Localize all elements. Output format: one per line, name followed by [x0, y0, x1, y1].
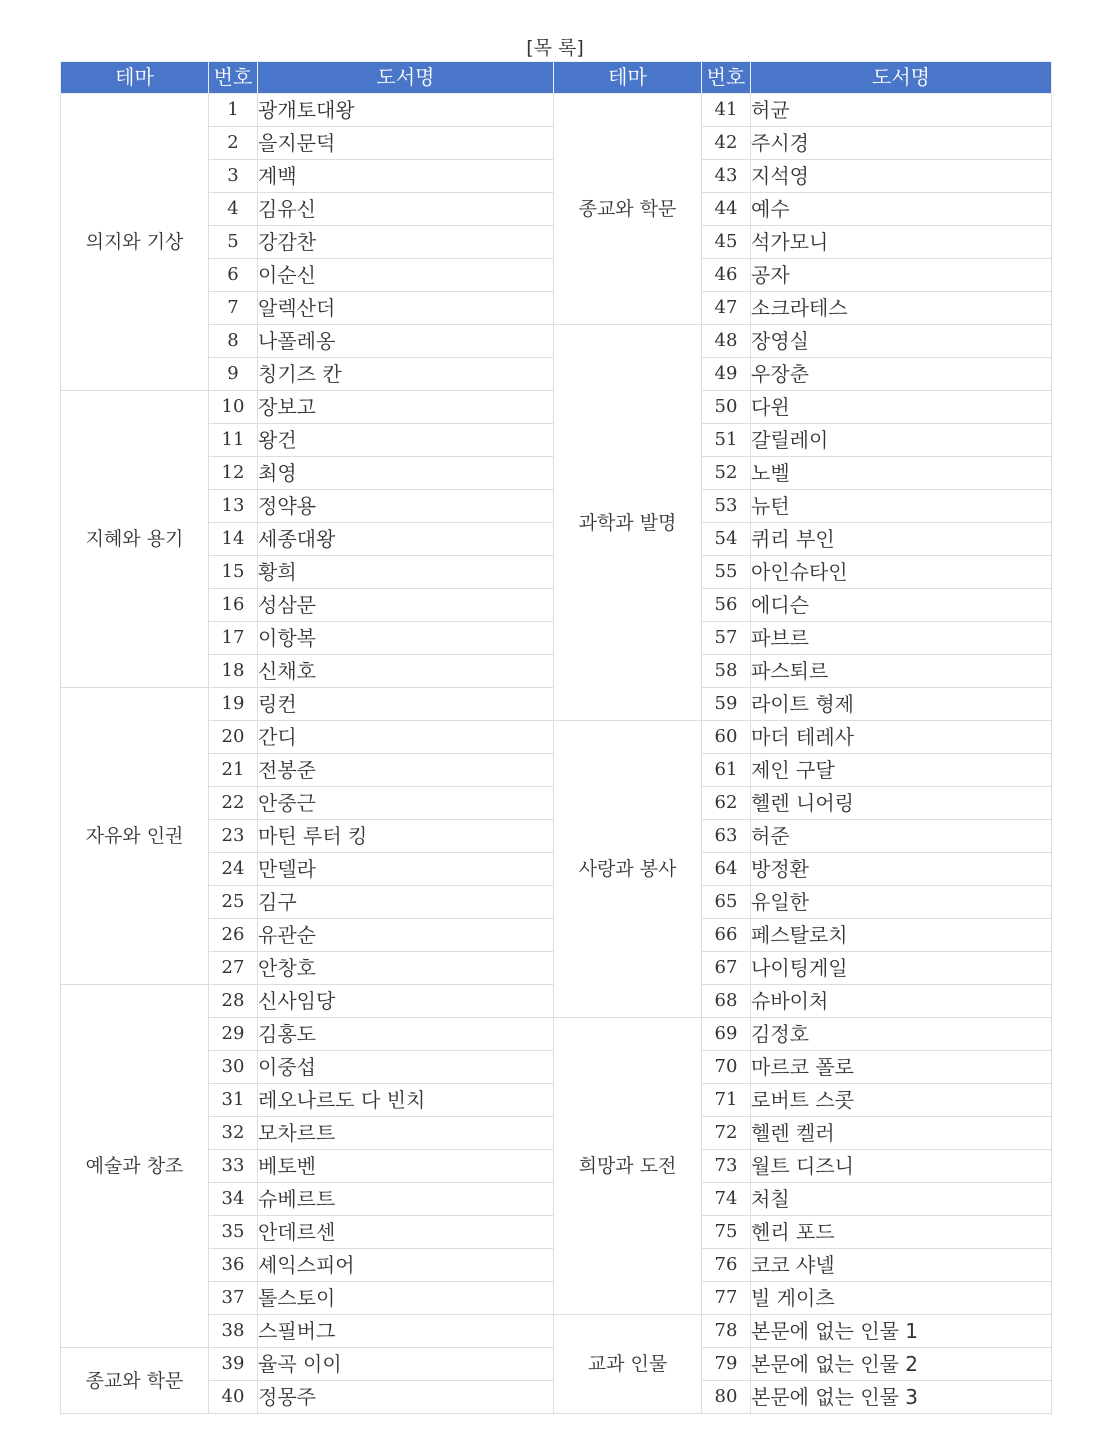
book-title-cell: 슈바이처 — [751, 985, 1052, 1018]
book-number-cell: 14 — [209, 523, 258, 556]
theme-cell: 사랑과 봉사 — [554, 721, 702, 1018]
theme-cell: 종교와 학문 — [61, 1348, 209, 1414]
book-number-cell: 48 — [702, 325, 751, 358]
book-title-cell: 본문에 없는 인물 2 — [751, 1348, 1052, 1381]
book-title-cell: 헬렌 니어링 — [751, 787, 1052, 820]
book-number-cell: 19 — [209, 688, 258, 721]
header-number-right: 번호 — [702, 62, 751, 94]
book-title-cell: 계백 — [258, 160, 554, 193]
book-number-cell: 11 — [209, 424, 258, 457]
book-title-cell: 신채호 — [258, 655, 554, 688]
book-number-cell: 71 — [702, 1084, 751, 1117]
book-number-cell: 47 — [702, 292, 751, 325]
book-number-cell: 53 — [702, 490, 751, 523]
book-title-cell: 갈릴레이 — [751, 424, 1052, 457]
theme-cell: 종교와 학문 — [554, 94, 702, 325]
book-number-cell: 23 — [209, 820, 258, 853]
table-row — [61, 721, 1052, 754]
theme-cell: 과학과 발명 — [554, 325, 702, 721]
book-number-cell: 54 — [702, 523, 751, 556]
book-number-cell: 49 — [702, 358, 751, 391]
book-number-cell: 24 — [209, 853, 258, 886]
book-number-cell: 15 — [209, 556, 258, 589]
book-title-cell: 알렉산더 — [258, 292, 554, 325]
book-title-cell: 월트 디즈니 — [751, 1150, 1052, 1183]
book-number-cell: 56 — [702, 589, 751, 622]
book-number-cell: 10 — [209, 391, 258, 424]
book-title-cell: 지석영 — [751, 160, 1052, 193]
header-theme-left: 테마 — [61, 62, 209, 94]
table-row — [61, 325, 1052, 358]
book-number-cell: 36 — [209, 1249, 258, 1282]
book-number-cell: 46 — [702, 259, 751, 292]
book-number-cell: 77 — [702, 1282, 751, 1315]
book-title-cell: 에디슨 — [751, 589, 1052, 622]
book-title-cell: 노벨 — [751, 457, 1052, 490]
book-number-cell: 72 — [702, 1117, 751, 1150]
book-title-cell: 빌 게이츠 — [751, 1282, 1052, 1315]
book-title-cell: 우장춘 — [751, 358, 1052, 391]
book-title-cell: 유일한 — [751, 886, 1052, 919]
book-number-cell: 35 — [209, 1216, 258, 1249]
book-number-cell: 18 — [209, 655, 258, 688]
book-number-cell: 41 — [702, 94, 751, 127]
book-title-cell: 황희 — [258, 556, 554, 589]
book-title-cell: 파브르 — [751, 622, 1052, 655]
book-title-cell: 마틴 루터 킹 — [258, 820, 554, 853]
book-title-cell: 최영 — [258, 457, 554, 490]
book-title-cell: 슈베르트 — [258, 1183, 554, 1216]
book-number-cell: 59 — [702, 688, 751, 721]
book-title-cell: 유관순 — [258, 919, 554, 952]
book-number-cell: 1 — [209, 94, 258, 127]
book-title-cell: 공자 — [751, 259, 1052, 292]
book-title-cell: 석가모니 — [751, 226, 1052, 259]
book-number-cell: 44 — [702, 193, 751, 226]
book-number-cell: 29 — [209, 1018, 258, 1051]
book-title-cell: 광개토대왕 — [258, 94, 554, 127]
theme-cell: 희망과 도전 — [554, 1018, 702, 1315]
book-title-cell: 헬렌 켈러 — [751, 1117, 1052, 1150]
book-number-cell: 22 — [209, 787, 258, 820]
book-title-cell: 전봉준 — [258, 754, 554, 787]
book-title-cell: 방정환 — [751, 853, 1052, 886]
book-number-cell: 28 — [209, 985, 258, 1018]
book-title-cell: 왕건 — [258, 424, 554, 457]
book-title-cell: 간디 — [258, 721, 554, 754]
book-title-cell: 김홍도 — [258, 1018, 554, 1051]
table-row — [61, 94, 1052, 127]
book-title-cell: 소크라테스 — [751, 292, 1052, 325]
book-number-cell: 31 — [209, 1084, 258, 1117]
book-number-cell: 57 — [702, 622, 751, 655]
book-title-cell: 허준 — [751, 820, 1052, 853]
book-number-cell: 43 — [702, 160, 751, 193]
table-body — [61, 94, 1052, 1414]
book-title-cell: 라이트 형제 — [751, 688, 1052, 721]
book-number-cell: 60 — [702, 721, 751, 754]
book-number-cell: 73 — [702, 1150, 751, 1183]
book-number-cell: 2 — [209, 127, 258, 160]
book-title-cell: 로버트 스콧 — [751, 1084, 1052, 1117]
book-title-cell: 다윈 — [751, 391, 1052, 424]
book-title-cell: 마르코 폴로 — [751, 1051, 1052, 1084]
book-number-cell: 50 — [702, 391, 751, 424]
book-number-cell: 64 — [702, 853, 751, 886]
book-number-cell: 67 — [702, 952, 751, 985]
book-number-cell: 25 — [209, 886, 258, 919]
book-number-cell: 42 — [702, 127, 751, 160]
book-title-cell: 스필버그 — [258, 1315, 554, 1348]
book-number-cell: 20 — [209, 721, 258, 754]
header-title-left: 도서명 — [258, 62, 554, 94]
book-number-cell: 69 — [702, 1018, 751, 1051]
book-number-cell: 34 — [209, 1183, 258, 1216]
header-number-left: 번호 — [209, 62, 258, 94]
book-number-cell: 17 — [209, 622, 258, 655]
book-title-cell: 예수 — [751, 193, 1052, 226]
book-title-cell: 허균 — [751, 94, 1052, 127]
book-title-cell: 정몽주 — [258, 1381, 554, 1414]
theme-cell: 의지와 기상 — [61, 94, 209, 391]
book-number-cell: 16 — [209, 589, 258, 622]
book-number-cell: 30 — [209, 1051, 258, 1084]
book-title-cell: 마더 테레사 — [751, 721, 1052, 754]
book-title-cell: 성삼문 — [258, 589, 554, 622]
book-title-cell: 모차르트 — [258, 1117, 554, 1150]
book-number-cell: 61 — [702, 754, 751, 787]
book-number-cell: 5 — [209, 226, 258, 259]
book-number-cell: 45 — [702, 226, 751, 259]
book-title-cell: 신사임당 — [258, 985, 554, 1018]
book-title-cell: 김유신 — [258, 193, 554, 226]
book-title-cell: 만델라 — [258, 853, 554, 886]
book-title-cell: 김구 — [258, 886, 554, 919]
book-number-cell: 65 — [702, 886, 751, 919]
book-number-cell: 62 — [702, 787, 751, 820]
book-number-cell: 26 — [209, 919, 258, 952]
book-title-cell: 처칠 — [751, 1183, 1052, 1216]
book-title-cell: 아인슈타인 — [751, 556, 1052, 589]
book-title-cell: 나폴레옹 — [258, 325, 554, 358]
book-title-cell: 세종대왕 — [258, 523, 554, 556]
book-title-cell: 제인 구달 — [751, 754, 1052, 787]
book-title-cell: 코코 샤넬 — [751, 1249, 1052, 1282]
book-title-cell: 율곡 이이 — [258, 1348, 554, 1381]
book-number-cell: 40 — [209, 1381, 258, 1414]
book-number-cell: 4 — [209, 193, 258, 226]
book-title-cell: 본문에 없는 인물 3 — [751, 1381, 1052, 1414]
header-title-right: 도서명 — [751, 62, 1052, 94]
theme-cell: 예술과 창조 — [61, 985, 209, 1348]
table-row — [61, 1018, 1052, 1051]
book-title-cell: 베토벤 — [258, 1150, 554, 1183]
book-title-cell: 안창호 — [258, 952, 554, 985]
book-list-table — [60, 61, 1052, 1414]
book-number-cell: 6 — [209, 259, 258, 292]
book-number-cell: 68 — [702, 985, 751, 1018]
book-title-cell: 셰익스피어 — [258, 1249, 554, 1282]
book-number-cell: 51 — [702, 424, 751, 457]
book-number-cell: 3 — [209, 160, 258, 193]
book-number-cell: 58 — [702, 655, 751, 688]
table-row — [61, 1315, 1052, 1348]
book-title-cell: 이항복 — [258, 622, 554, 655]
theme-cell: 교과 인물 — [554, 1315, 702, 1414]
theme-cell: 지혜와 용기 — [61, 391, 209, 688]
header-row — [61, 62, 1052, 94]
book-title-cell: 나이팅게일 — [751, 952, 1052, 985]
book-title-cell: 을지문덕 — [258, 127, 554, 160]
book-number-cell: 9 — [209, 358, 258, 391]
header-theme-right: 테마 — [554, 62, 702, 94]
book-title-cell: 정약용 — [258, 490, 554, 523]
book-number-cell: 80 — [702, 1381, 751, 1414]
book-title-cell: 칭기즈 칸 — [258, 358, 554, 391]
table-caption: [목 록] — [526, 37, 584, 59]
book-title-cell: 파스퇴르 — [751, 655, 1052, 688]
book-number-cell: 70 — [702, 1051, 751, 1084]
book-number-cell: 33 — [209, 1150, 258, 1183]
book-number-cell: 38 — [209, 1315, 258, 1348]
book-title-cell: 톨스토이 — [258, 1282, 554, 1315]
book-title-cell: 안중근 — [258, 787, 554, 820]
book-number-cell: 7 — [209, 292, 258, 325]
book-title-cell: 강감찬 — [258, 226, 554, 259]
book-number-cell: 75 — [702, 1216, 751, 1249]
book-title-cell: 헨리 포드 — [751, 1216, 1052, 1249]
book-title-cell: 김정호 — [751, 1018, 1052, 1051]
book-title-cell: 장영실 — [751, 325, 1052, 358]
book-title-cell: 이중섭 — [258, 1051, 554, 1084]
book-title-cell: 링컨 — [258, 688, 554, 721]
book-number-cell: 32 — [209, 1117, 258, 1150]
book-number-cell: 37 — [209, 1282, 258, 1315]
book-title-cell: 레오나르도 다 빈치 — [258, 1084, 554, 1117]
book-title-cell: 본문에 없는 인물 1 — [751, 1315, 1052, 1348]
book-number-cell: 78 — [702, 1315, 751, 1348]
book-title-cell: 페스탈로치 — [751, 919, 1052, 952]
book-number-cell: 76 — [702, 1249, 751, 1282]
book-number-cell: 27 — [209, 952, 258, 985]
book-title-cell: 주시경 — [751, 127, 1052, 160]
book-number-cell: 74 — [702, 1183, 751, 1216]
book-number-cell: 12 — [209, 457, 258, 490]
book-number-cell: 21 — [209, 754, 258, 787]
book-title-cell: 이순신 — [258, 259, 554, 292]
book-number-cell: 13 — [209, 490, 258, 523]
book-number-cell: 8 — [209, 325, 258, 358]
theme-cell: 자유와 인권 — [61, 688, 209, 985]
book-title-cell: 퀴리 부인 — [751, 523, 1052, 556]
book-title-cell: 뉴턴 — [751, 490, 1052, 523]
book-number-cell: 79 — [702, 1348, 751, 1381]
book-number-cell: 39 — [209, 1348, 258, 1381]
book-title-cell: 장보고 — [258, 391, 554, 424]
book-number-cell: 52 — [702, 457, 751, 490]
book-number-cell: 63 — [702, 820, 751, 853]
book-number-cell: 55 — [702, 556, 751, 589]
book-number-cell: 66 — [702, 919, 751, 952]
book-title-cell: 안데르센 — [258, 1216, 554, 1249]
